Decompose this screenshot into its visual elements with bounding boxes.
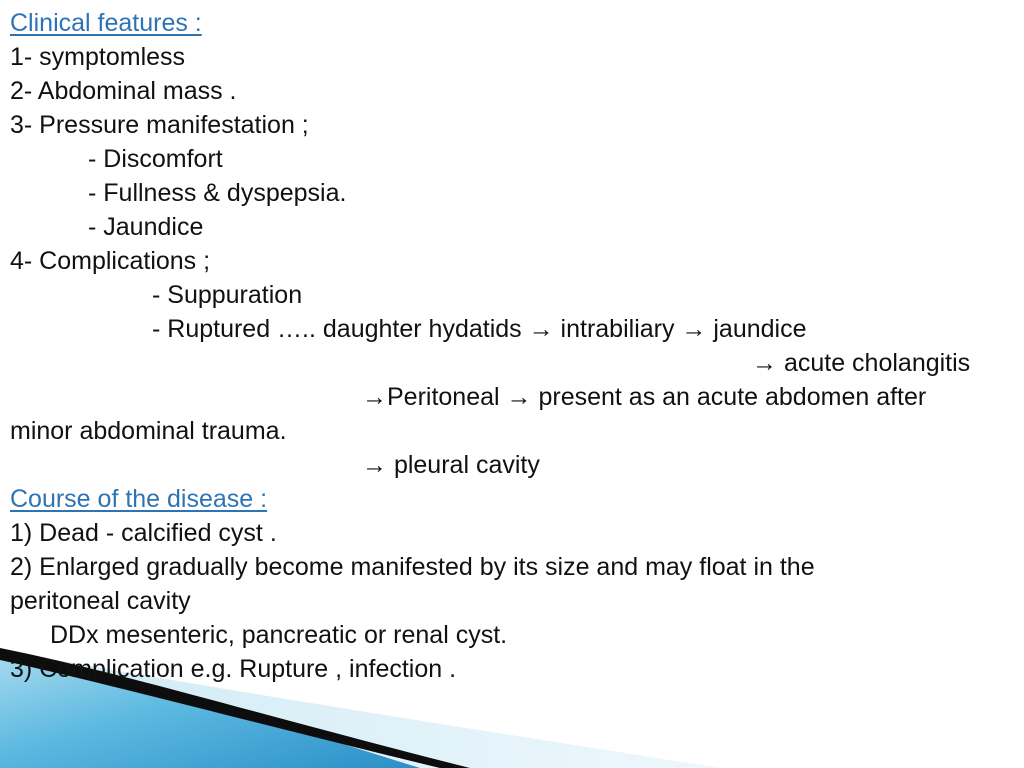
- complication-sub-cholangitis: → acute cholangitis: [752, 349, 971, 377]
- course-item-complication: 3) Complication e.g. Rupture , infection .: [10, 655, 457, 683]
- course-item-enlarged-cont: peritoneal cavity: [10, 587, 191, 615]
- course-heading: Course of the disease :: [10, 485, 268, 513]
- complication-sub-peritoneal-cont: minor abdominal trauma.: [10, 417, 287, 445]
- complication-sub-ruptured: - Ruptured ….. daughter hydatids → intrabiliary → jaundice: [152, 315, 807, 343]
- clinical-item-symptomless: 1- symptomless: [10, 43, 186, 71]
- pressure-sub-fullness: - Fullness & dyspepsia.: [88, 179, 347, 207]
- course-item-enlarged: 2) Enlarged gradually become manifested by its size and may float in the: [10, 553, 815, 581]
- complication-sub-peritoneal: →Peritoneal → present as an acute abdomen after: [362, 383, 927, 411]
- pressure-sub-jaundice: - Jaundice: [88, 213, 204, 241]
- pressure-sub-discomfort: - Discomfort: [88, 145, 223, 173]
- course-item-dead: 1) Dead - calcified cyst .: [10, 519, 277, 547]
- clinical-item-pressure: 3- Pressure manifestation ;: [10, 111, 309, 139]
- clinical-features-heading: Clinical features :: [10, 9, 202, 37]
- complication-sub-suppuration: - Suppuration: [152, 281, 303, 309]
- complication-sub-pleural: → pleural cavity: [362, 451, 540, 479]
- course-ddx: DDx mesenteric, pancreatic or renal cyst.: [50, 621, 508, 649]
- clinical-item-abdominal-mass: 2- Abdominal mass .: [10, 77, 237, 105]
- clinical-item-complications: 4- Complications ;: [10, 247, 211, 275]
